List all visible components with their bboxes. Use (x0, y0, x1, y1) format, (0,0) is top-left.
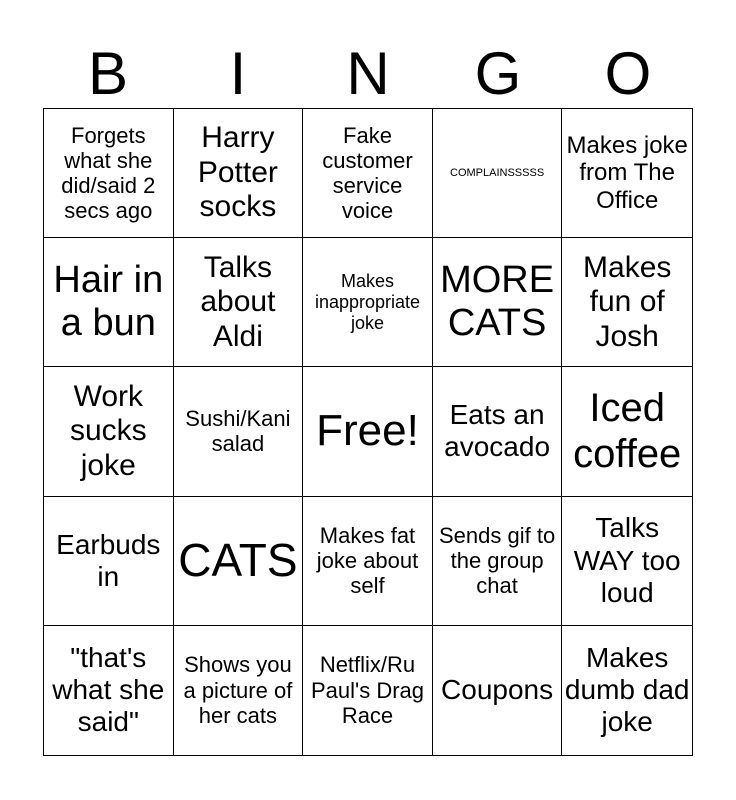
bingo-cell[interactable]: Makes dumb dad joke (564, 642, 690, 738)
bingo-cell[interactable]: Talks WAY too loud (562, 497, 692, 626)
bingo-cell[interactable]: Makes joke from The Office (562, 109, 692, 238)
bingo-cell[interactable]: Work sucks joke (44, 367, 174, 496)
bingo-cell[interactable]: Sushi/Kani salad (174, 367, 304, 496)
bingo-cell[interactable]: Hair in a bun (44, 238, 174, 367)
bingo-cell[interactable]: Coupons (433, 626, 563, 755)
bingo-cell[interactable]: COMPLAINSSSSS (433, 109, 563, 238)
bingo-cell[interactable]: Harry Potter socks (174, 109, 304, 238)
bingo-cell[interactable]: MORE CATS (433, 238, 563, 367)
free-space-cell[interactable]: Free! (303, 367, 433, 496)
bingo-cell[interactable]: Earbuds in (44, 497, 174, 626)
bingo-cell[interactable]: Iced coffee (562, 367, 692, 496)
header-letter-n: N (346, 40, 390, 107)
bingo-cell[interactable]: Makes fun of Josh (562, 238, 692, 367)
bingo-cell[interactable]: Eats an avocado (433, 367, 563, 496)
header-letter-i: I (229, 40, 247, 107)
header-letter-b: B (87, 40, 129, 107)
bingo-cell[interactable]: Makes inappropriate joke (303, 238, 433, 367)
bingo-cell[interactable]: Fake customer service voice (303, 109, 433, 238)
header-letter-o: O (604, 40, 652, 107)
bingo-cell[interactable]: "that's what she said" (44, 626, 174, 755)
bingo-cell[interactable]: Sends gif to the group chat (433, 497, 563, 626)
bingo-cell[interactable]: Netflix/Ru Paul's Drag Race (303, 626, 433, 755)
bingo-board (43, 108, 693, 756)
bingo-cell[interactable]: CATS (174, 497, 304, 626)
bingo-cell[interactable]: Makes fat joke about self (303, 497, 433, 626)
bingo-cell[interactable]: Forgets what she did/said 2 secs ago (44, 109, 174, 238)
header-letter-g: G (474, 40, 522, 107)
bingo-cell[interactable]: Shows you a picture of her cats (174, 626, 304, 755)
bingo-cell[interactable]: Talks about Aldi (174, 238, 304, 367)
bingo-header (43, 40, 693, 108)
